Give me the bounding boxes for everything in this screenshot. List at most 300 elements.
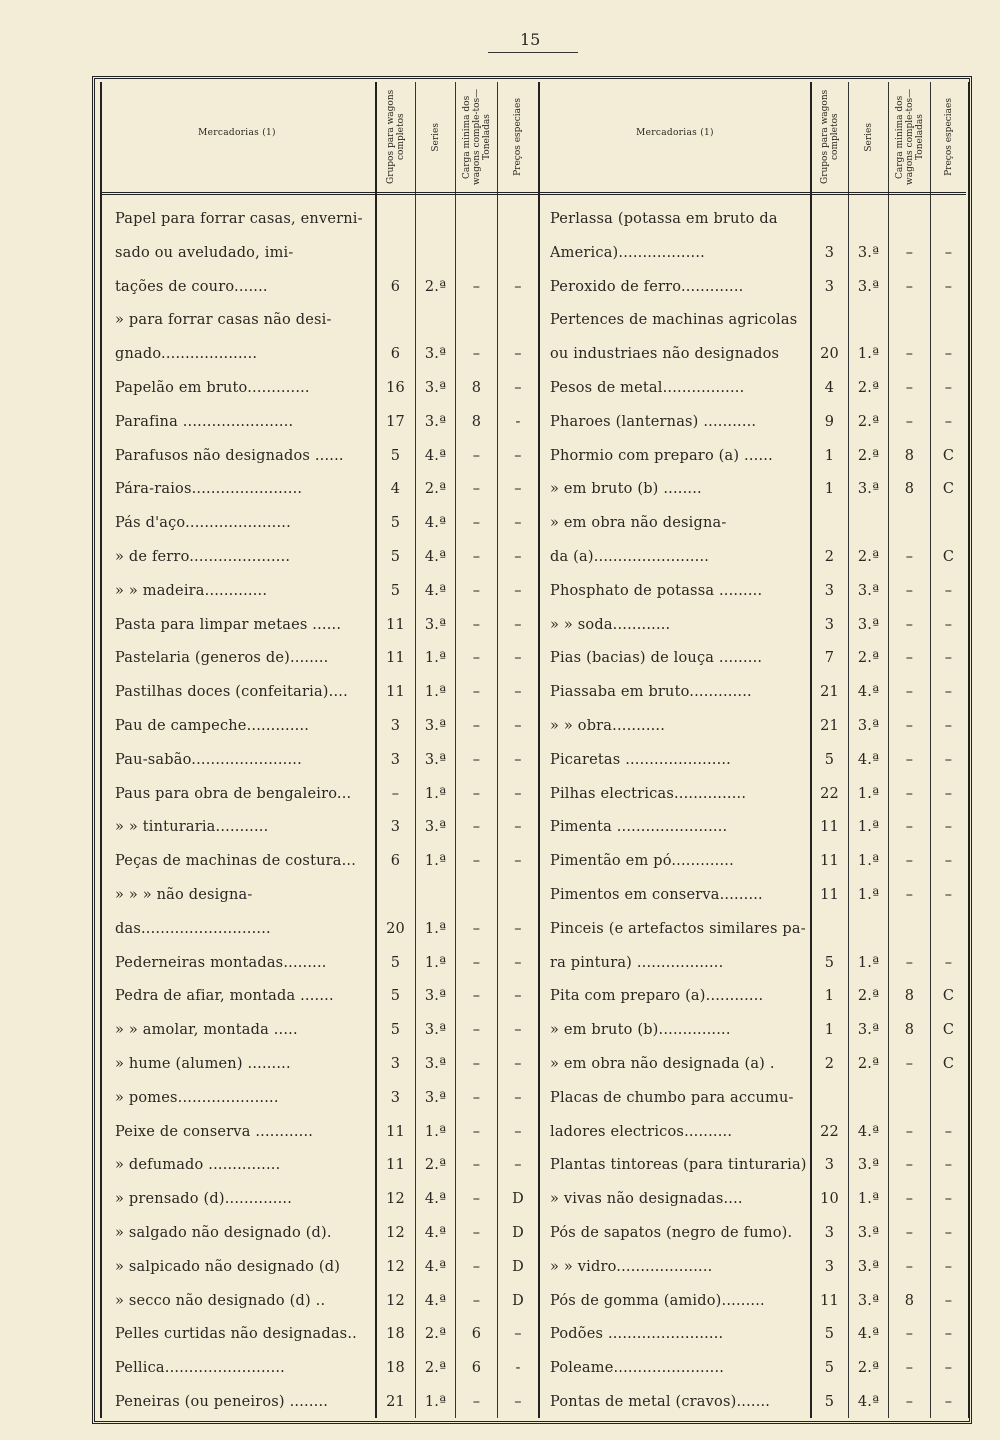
series-cell: 2.ª — [424, 481, 447, 498]
load-cell: – — [905, 1360, 914, 1377]
group-cell: 2 — [824, 549, 835, 565]
series-cell: 4.ª — [857, 751, 880, 768]
header-rule — [100, 192, 966, 195]
price-cell: – — [514, 380, 522, 396]
item-name: » hume (alumen) ......... — [115, 1056, 291, 1072]
item-name: Pita com preparo (a)............ — [550, 988, 764, 1005]
table-row — [115, 1050, 538, 1083]
series-cell: 2.ª — [424, 1157, 447, 1174]
series-cell: 3.ª — [424, 819, 447, 836]
item-name: Placas de chumbo para accumu- — [550, 1089, 794, 1106]
load-cell: – — [472, 1292, 481, 1309]
item-name: » » soda............ — [550, 616, 671, 633]
table-row — [115, 374, 538, 407]
group-cell: 5 — [390, 1022, 401, 1039]
item-name: Picaretas ...................... — [550, 751, 731, 768]
load-cell: – — [905, 819, 914, 836]
series-cell: 2.ª — [857, 1056, 880, 1072]
item-name: ra pintura) .................. — [550, 954, 724, 971]
load-cell: – — [905, 785, 914, 802]
series-cell: 3.ª — [857, 278, 880, 295]
item-name: Piassaba em bruto............. — [550, 684, 752, 701]
table-row — [115, 881, 538, 914]
item-name: Pilhas electricas............... — [550, 785, 747, 802]
series-cell: 4.ª — [857, 1326, 880, 1343]
item-name: » » amolar, montada ..... — [115, 1022, 298, 1039]
series-cell: 4.ª — [424, 1258, 447, 1275]
price-cell: – — [514, 278, 522, 295]
item-name: Pastelaria (generos de)........ — [115, 650, 329, 667]
item-name: » » » não designa- — [115, 887, 253, 903]
item-name: Pederneiras montadas......... — [115, 954, 327, 971]
series-cell: 2.ª — [857, 447, 880, 464]
item-name: Pedra de afiar, montada ....... — [115, 988, 334, 1005]
load-cell: – — [472, 1394, 481, 1410]
group-cell: 5 — [824, 954, 835, 971]
group-cell: 2 — [824, 1056, 835, 1072]
load-cell: – — [472, 1191, 481, 1208]
series-cell: 3.ª — [857, 1258, 880, 1275]
table-row — [550, 1253, 966, 1286]
series-cell: 2.ª — [857, 413, 880, 430]
group-cell: 1 — [824, 1022, 835, 1039]
load-cell: 8 — [904, 447, 915, 464]
series-cell: 3.ª — [857, 1157, 880, 1174]
price-cell: – — [944, 1360, 953, 1377]
table-row — [550, 306, 966, 339]
table-row — [550, 1287, 966, 1320]
load-cell: – — [472, 785, 481, 802]
group-cell: 7 — [824, 650, 835, 667]
price-cell: – — [514, 954, 522, 971]
price-cell: – — [514, 582, 522, 599]
group-cell: 3 — [824, 582, 835, 599]
table-row — [115, 712, 538, 745]
series-cell: 1.ª — [857, 346, 880, 363]
group-cell: 11 — [820, 1292, 839, 1309]
group-cell: 5 — [390, 447, 401, 464]
table-row — [115, 1084, 538, 1117]
load-cell: – — [472, 751, 481, 768]
table-row — [550, 1050, 966, 1083]
table-row — [115, 1253, 538, 1286]
series-cell: 3.ª — [424, 346, 447, 363]
table-row — [550, 475, 966, 508]
series-cell: 4.ª — [424, 515, 447, 532]
price-cell: – — [944, 380, 953, 396]
table-row — [550, 273, 966, 306]
group-cell: 5 — [390, 988, 401, 1005]
item-name: » em obra não designa- — [550, 515, 727, 532]
group-cell: 6 — [390, 346, 401, 363]
series-cell: 4.ª — [424, 1292, 447, 1309]
table-row — [550, 881, 966, 914]
item-name: » » obra........... — [550, 718, 666, 734]
item-name: » salgado não designado (d). — [115, 1225, 332, 1241]
group-cell: 3 — [390, 1089, 401, 1106]
group-cell: 16 — [386, 380, 405, 396]
price-cell: – — [514, 447, 522, 464]
price-cell: C — [942, 988, 955, 1005]
table-row — [550, 1151, 966, 1184]
item-name: Paus para obra de bengaleiro... — [115, 785, 352, 802]
load-cell: – — [905, 616, 914, 633]
item-name: Pertences de machinas agricolas — [550, 312, 798, 329]
load-cell: – — [472, 684, 481, 701]
price-cell: – — [944, 346, 953, 363]
series-cell: 3.ª — [857, 1225, 880, 1241]
item-name: Pára-raios....................... — [115, 481, 303, 498]
table-row — [115, 982, 538, 1015]
price-cell: – — [944, 1123, 953, 1140]
group-cell: 3 — [824, 616, 835, 633]
table-row — [115, 577, 538, 610]
table-row — [550, 780, 966, 813]
series-cell: 1.ª — [857, 954, 880, 971]
price-cell: – — [514, 1157, 522, 1174]
item-name: » em bruto (b) ........ — [550, 481, 702, 498]
series-cell: 3.ª — [424, 751, 447, 768]
series-cell: 3.ª — [857, 481, 880, 498]
load-cell: – — [472, 1089, 481, 1106]
table-row — [550, 678, 966, 711]
load-cell: – — [472, 920, 481, 937]
price-cell: – — [944, 785, 953, 802]
load-cell: – — [905, 718, 914, 734]
table-row — [115, 442, 538, 475]
series-cell: 2.ª — [857, 1360, 880, 1377]
load-cell: 8 — [904, 1022, 915, 1039]
group-cell: 1 — [824, 481, 835, 498]
load-cell: 8 — [904, 988, 915, 1005]
series-cell: 3.ª — [424, 988, 447, 1005]
table-row — [115, 1287, 538, 1320]
price-cell: - — [515, 1360, 521, 1377]
table-row — [115, 1219, 538, 1252]
price-cell: – — [944, 1394, 953, 1410]
item-name: » em bruto (b)............... — [550, 1022, 731, 1039]
group-cell: 6 — [390, 278, 401, 295]
table-row — [115, 239, 538, 272]
load-cell: – — [905, 650, 914, 667]
group-cell: 11 — [386, 1157, 405, 1174]
series-cell: 4.ª — [424, 1191, 447, 1208]
load-cell: – — [905, 954, 914, 971]
group-cell: 4 — [390, 481, 401, 498]
table-row — [550, 1084, 966, 1117]
item-name: Peças de machinas de costura... — [115, 853, 357, 870]
price-cell: – — [944, 684, 953, 701]
table-row — [550, 509, 966, 542]
table-row — [550, 813, 966, 846]
table-row — [550, 712, 966, 745]
series-cell: 4.ª — [424, 582, 447, 599]
group-cell: 11 — [820, 887, 839, 903]
group-cell: 20 — [386, 920, 405, 937]
load-cell: – — [905, 853, 914, 870]
header-grupos-right: Grupos para wagons completos — [819, 89, 840, 185]
table-row — [550, 915, 966, 948]
price-cell: C — [942, 1022, 955, 1039]
table-row — [550, 340, 966, 373]
item-name: Pós de sapatos (negro de fumo). — [550, 1225, 793, 1241]
group-cell: 9 — [824, 413, 835, 430]
group-cell: 11 — [386, 650, 405, 667]
load-cell: – — [472, 1157, 481, 1174]
series-cell: 2.ª — [857, 380, 880, 396]
load-cell: – — [905, 380, 914, 396]
header-mercadorias-left: Mercadorias (1) — [198, 128, 276, 138]
group-cell: 3 — [390, 718, 401, 734]
series-cell: 3.ª — [424, 413, 447, 430]
load-cell: – — [472, 515, 481, 532]
table-row — [115, 273, 538, 306]
price-cell: – — [514, 684, 522, 701]
series-cell: 1.ª — [857, 785, 880, 802]
price-cell: – — [944, 1326, 953, 1343]
load-cell: 6 — [471, 1360, 482, 1377]
group-cell: 18 — [386, 1326, 405, 1343]
item-name: Perlassa (potassa em bruto da — [550, 211, 778, 227]
price-cell: – — [514, 616, 522, 633]
item-name: Peixe de conserva ............ — [115, 1123, 314, 1140]
price-cell: – — [514, 1326, 522, 1343]
series-cell: 3.ª — [424, 718, 447, 734]
series-cell: 3.ª — [857, 582, 880, 599]
load-cell: – — [472, 1022, 481, 1039]
load-cell: 8 — [904, 1292, 915, 1309]
header-carga-right: Carga minima dos wagons comple-tos—Toneladas — [894, 88, 925, 186]
series-cell: 4.ª — [424, 447, 447, 464]
table-row — [550, 949, 966, 982]
item-name: Pós de gomma (amido)......... — [550, 1292, 765, 1309]
load-cell: – — [905, 549, 914, 565]
table-row — [115, 915, 538, 948]
load-cell: – — [905, 244, 914, 261]
series-cell: 1.ª — [424, 954, 447, 971]
price-cell: – — [944, 413, 953, 430]
group-cell: 10 — [820, 1191, 839, 1208]
item-name: gnado.................... — [115, 346, 258, 363]
load-cell: – — [905, 1258, 914, 1275]
table-row — [115, 1016, 538, 1049]
header-precos-right: Preços especiaes — [943, 98, 954, 176]
series-cell: 1.ª — [424, 920, 447, 937]
group-cell: 5 — [824, 1394, 835, 1410]
price-cell: – — [944, 718, 953, 734]
group-cell: 3 — [390, 751, 401, 768]
header-series-left: Series — [430, 122, 441, 152]
table-row — [115, 813, 538, 846]
series-cell: 3.ª — [857, 1022, 880, 1039]
price-cell: C — [942, 1056, 955, 1072]
col-rule — [538, 82, 540, 1418]
item-name: Pastilhas doces (confeitaria).... — [115, 684, 348, 701]
group-cell: 3 — [824, 278, 835, 295]
table-row — [550, 611, 966, 644]
price-cell: – — [514, 1394, 522, 1410]
price-cell: C — [942, 447, 955, 464]
table-row — [550, 1118, 966, 1151]
series-cell: 2.ª — [424, 1360, 447, 1377]
item-name: ladores electricos.......... — [550, 1123, 733, 1140]
table-row — [115, 408, 538, 441]
table-row — [550, 239, 966, 272]
price-cell: – — [944, 1225, 953, 1241]
series-cell: 3.ª — [424, 616, 447, 633]
group-cell: 12 — [386, 1258, 405, 1275]
header-precos-left: Preços especiaes — [513, 98, 523, 176]
load-cell: 8 — [471, 413, 482, 430]
group-cell: 18 — [386, 1360, 405, 1377]
series-cell: 2.ª — [857, 650, 880, 667]
group-cell: 11 — [386, 1123, 405, 1140]
load-cell: – — [905, 346, 914, 363]
price-cell: – — [944, 819, 953, 836]
load-cell: – — [472, 1225, 481, 1241]
group-cell: 11 — [386, 616, 405, 633]
price-cell: – — [514, 785, 522, 802]
item-name: Parafusos não designados ...... — [115, 447, 344, 464]
price-cell: D — [512, 1191, 524, 1208]
group-cell: 6 — [390, 853, 401, 870]
price-cell: – — [944, 244, 953, 261]
item-name: » » madeira............. — [115, 582, 268, 599]
group-cell: 11 — [386, 684, 405, 701]
group-cell: 11 — [820, 819, 839, 836]
item-name: Papel para forrar casas, enverni- — [115, 211, 363, 227]
series-cell: 3.ª — [424, 380, 447, 396]
series-cell: 2.ª — [424, 1326, 447, 1343]
price-cell: – — [514, 988, 522, 1005]
series-cell: 3.ª — [857, 1292, 880, 1309]
item-name: Pesos de metal................. — [550, 380, 745, 396]
price-cell: – — [944, 887, 953, 903]
group-cell: 12 — [386, 1191, 405, 1208]
table-row — [550, 982, 966, 1015]
group-cell: 5 — [390, 582, 401, 599]
item-name: » de ferro..................... — [115, 549, 291, 565]
series-cell: 3.ª — [424, 1022, 447, 1039]
item-name: Podões ........................ — [550, 1326, 724, 1343]
series-cell: 4.ª — [857, 1123, 880, 1140]
price-cell: – — [944, 954, 953, 971]
group-cell: 5 — [390, 954, 401, 971]
group-cell: 11 — [820, 853, 839, 870]
load-cell: – — [472, 616, 481, 633]
series-cell: 3.ª — [857, 718, 880, 734]
series-cell: 3.ª — [424, 1056, 447, 1072]
header-carga-left: Carga minima dos wagons comple-tos—Toneladas — [461, 88, 492, 186]
load-cell: – — [472, 718, 481, 734]
group-cell: 4 — [824, 380, 835, 396]
series-cell: 2.ª — [857, 549, 880, 565]
group-cell: 5 — [390, 515, 401, 532]
item-name: Pimenta ....................... — [550, 819, 728, 836]
group-cell: 1 — [824, 988, 835, 1005]
load-cell: – — [472, 650, 481, 667]
table-row — [115, 847, 538, 880]
item-name: Pontas de metal (cravos)....... — [550, 1394, 771, 1410]
price-cell: – — [514, 819, 522, 836]
load-cell: – — [905, 1326, 914, 1343]
item-name: Pharoes (lanternas) ........... — [550, 413, 757, 430]
load-cell: – — [905, 1394, 914, 1410]
price-cell: – — [944, 650, 953, 667]
item-name: Peneiras (ou peneiros) ........ — [115, 1394, 329, 1410]
price-cell: – — [514, 718, 522, 734]
group-cell: 12 — [386, 1225, 405, 1241]
load-cell: – — [472, 1258, 481, 1275]
price-cell: – — [944, 1258, 953, 1275]
item-name: America).................. — [550, 244, 705, 261]
price-cell: – — [514, 346, 522, 363]
series-cell: 3.ª — [424, 1089, 447, 1106]
series-cell: 1.ª — [424, 684, 447, 701]
table-row — [550, 442, 966, 475]
price-cell: – — [944, 616, 953, 633]
item-name: » pomes..................... — [115, 1089, 279, 1106]
page-number: 15 — [520, 30, 541, 49]
price-cell: D — [512, 1225, 524, 1241]
item-name: Pás d'aço...................... — [115, 515, 291, 532]
item-name: » » vidro.................... — [550, 1258, 713, 1275]
item-name: Poleame....................... — [550, 1360, 725, 1377]
load-cell: – — [472, 954, 481, 971]
series-cell: 1.ª — [857, 853, 880, 870]
price-cell: – — [514, 751, 522, 768]
series-cell: 4.ª — [857, 684, 880, 701]
table-row — [115, 1118, 538, 1151]
series-cell: 1.ª — [424, 1123, 447, 1140]
price-cell: – — [944, 1292, 953, 1309]
item-name: » prensado (d).............. — [115, 1191, 293, 1208]
load-cell: – — [905, 582, 914, 599]
load-cell: 8 — [904, 481, 915, 498]
header-series-right: Series — [863, 122, 874, 152]
header-grupos-left: Grupos para wagons completos — [385, 89, 406, 185]
load-cell: – — [905, 1157, 914, 1174]
group-cell: 3 — [390, 819, 401, 836]
price-cell: – — [944, 751, 953, 768]
table-row — [550, 205, 966, 238]
group-cell: 17 — [386, 413, 405, 430]
item-name: Pimentos em conserva......... — [550, 887, 763, 903]
price-cell: C — [942, 549, 955, 565]
table-row — [115, 746, 538, 779]
load-cell: – — [472, 447, 481, 464]
table-row — [550, 746, 966, 779]
load-cell: – — [905, 1225, 914, 1241]
table-row — [115, 1388, 538, 1421]
price-cell: – — [514, 1123, 522, 1140]
table-row — [550, 1388, 966, 1421]
price-cell: – — [944, 582, 953, 599]
table-row — [115, 644, 538, 677]
price-cell: – — [514, 549, 522, 565]
series-cell: 1.ª — [857, 819, 880, 836]
group-cell: 20 — [820, 346, 839, 363]
item-name: Pimentão em pó............. — [550, 853, 734, 870]
load-cell: – — [472, 988, 481, 1005]
load-cell: – — [905, 413, 914, 430]
group-cell: – — [391, 785, 400, 802]
series-cell: 1.ª — [857, 1191, 880, 1208]
item-name: » » tinturaria........... — [115, 819, 269, 836]
load-cell: 8 — [471, 380, 482, 396]
price-cell: – — [944, 853, 953, 870]
table-row — [115, 205, 538, 238]
